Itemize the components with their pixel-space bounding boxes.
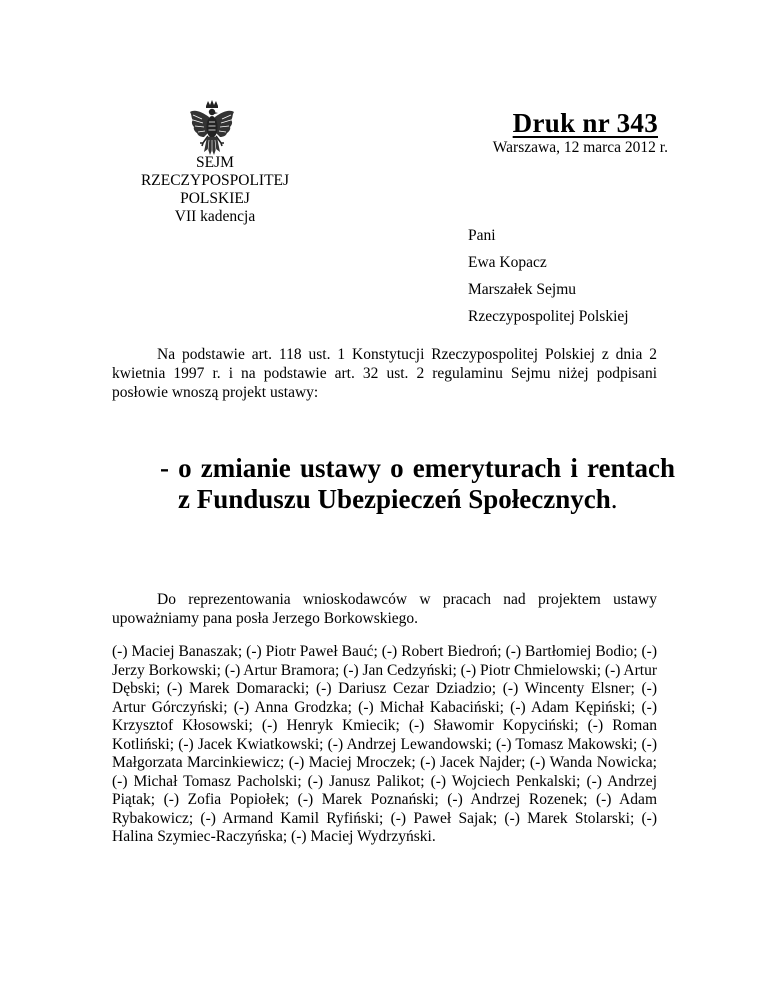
- issuer-line-term: VII kadencja: [174, 208, 256, 225]
- intro-paragraph: Na podstawie art. 118 ust. 1 Konstytucji Rzeczypospolitej Polskiej z dnia 2 kwietnia 1997 r. i na podstawie art. 32 ust. 2 regulaminu Sejmu niżej podpisani posłowie wnoszą projekt ustawy:: [112, 346, 657, 401]
- addressee-institution: Rzeczypospolitej Polskiej: [468, 308, 629, 325]
- addressee-block: [468, 222, 629, 330]
- issuer-block: [120, 154, 310, 226]
- addressee-name: Ewa Kopacz: [468, 254, 547, 271]
- addressee-salutation: Pani: [468, 227, 496, 244]
- signatories-list: (-) Maciej Banaszak; (-) Piotr Paweł Bauć; (-) Robert Biedroń; (-) Bartłomiej Bodio; (-) Jerzy Borkowski; (-) Artur Bramora; (-) Jan Cedzyński; (-) Piotr Chmielowski; (-) Artur Dębski; (-) Marek Domaracki; (-) Dariusz Cezar Dziadzio; (-) Wincenty Elsner; (-) Artur Górczyński; (-) Anna Grodzka; (-) Michał Kabaciński; (-) Adam Kępiński; (-) Krzysztof Kłosowski; (-) Henryk Kmiecik; (-) Sławomir Kopyciński; (-) Roman Kotliński; (-) Jacek Kwiatkowski; (-) Andrzej Lewandowski; (-) Tomasz Makowski; (-) Małgorzata Marcinkiewicz; (-) Maciej Mroczek; (-) Jacek Najder; (-) Wanda Nowicka; (-) Michał Tomasz Pacholski; (-) Janusz Palikot; (-) Wojciech Penkalski; (-) Andrzej Piątak; (-) Zofia Popiołek; (-) Marek Poznański; (-) Andrzej Rozenek; (-) Adam Rybakowicz; (-) Armand Kamil Ryfiński; (-) Paweł Sajak; (-) Marek Stolarski; (-) Halina Szymiec-Raczyńska; (-) Maciej Wydrzyński.: [112, 643, 657, 845]
- bill-title-period: .: [610, 484, 618, 514]
- representative-paragraph: Do reprezentowania wnioskodawców w pracach nad projektem ustawy upoważniamy pana posła Jerzego Borkowskiego.: [112, 591, 657, 627]
- addressee-title: Marszałek Sejmu: [468, 281, 577, 298]
- issuer-line-sejm: SEJM: [196, 154, 234, 171]
- bill-title-text: - o zmianie ustawy o emeryturach i rentach z Funduszu Ubezpieczeń Społecznych: [160, 453, 675, 514]
- issuer-line-republic: RZECZYPOSPOLITEJ POLSKIEJ: [140, 172, 290, 207]
- bill-title: [160, 453, 675, 515]
- document-number: Druk nr 343: [512, 108, 658, 138]
- polish-eagle-emblem-icon: [188, 100, 236, 158]
- document-date: Warszawa, 12 marca 2012 r.: [492, 139, 668, 156]
